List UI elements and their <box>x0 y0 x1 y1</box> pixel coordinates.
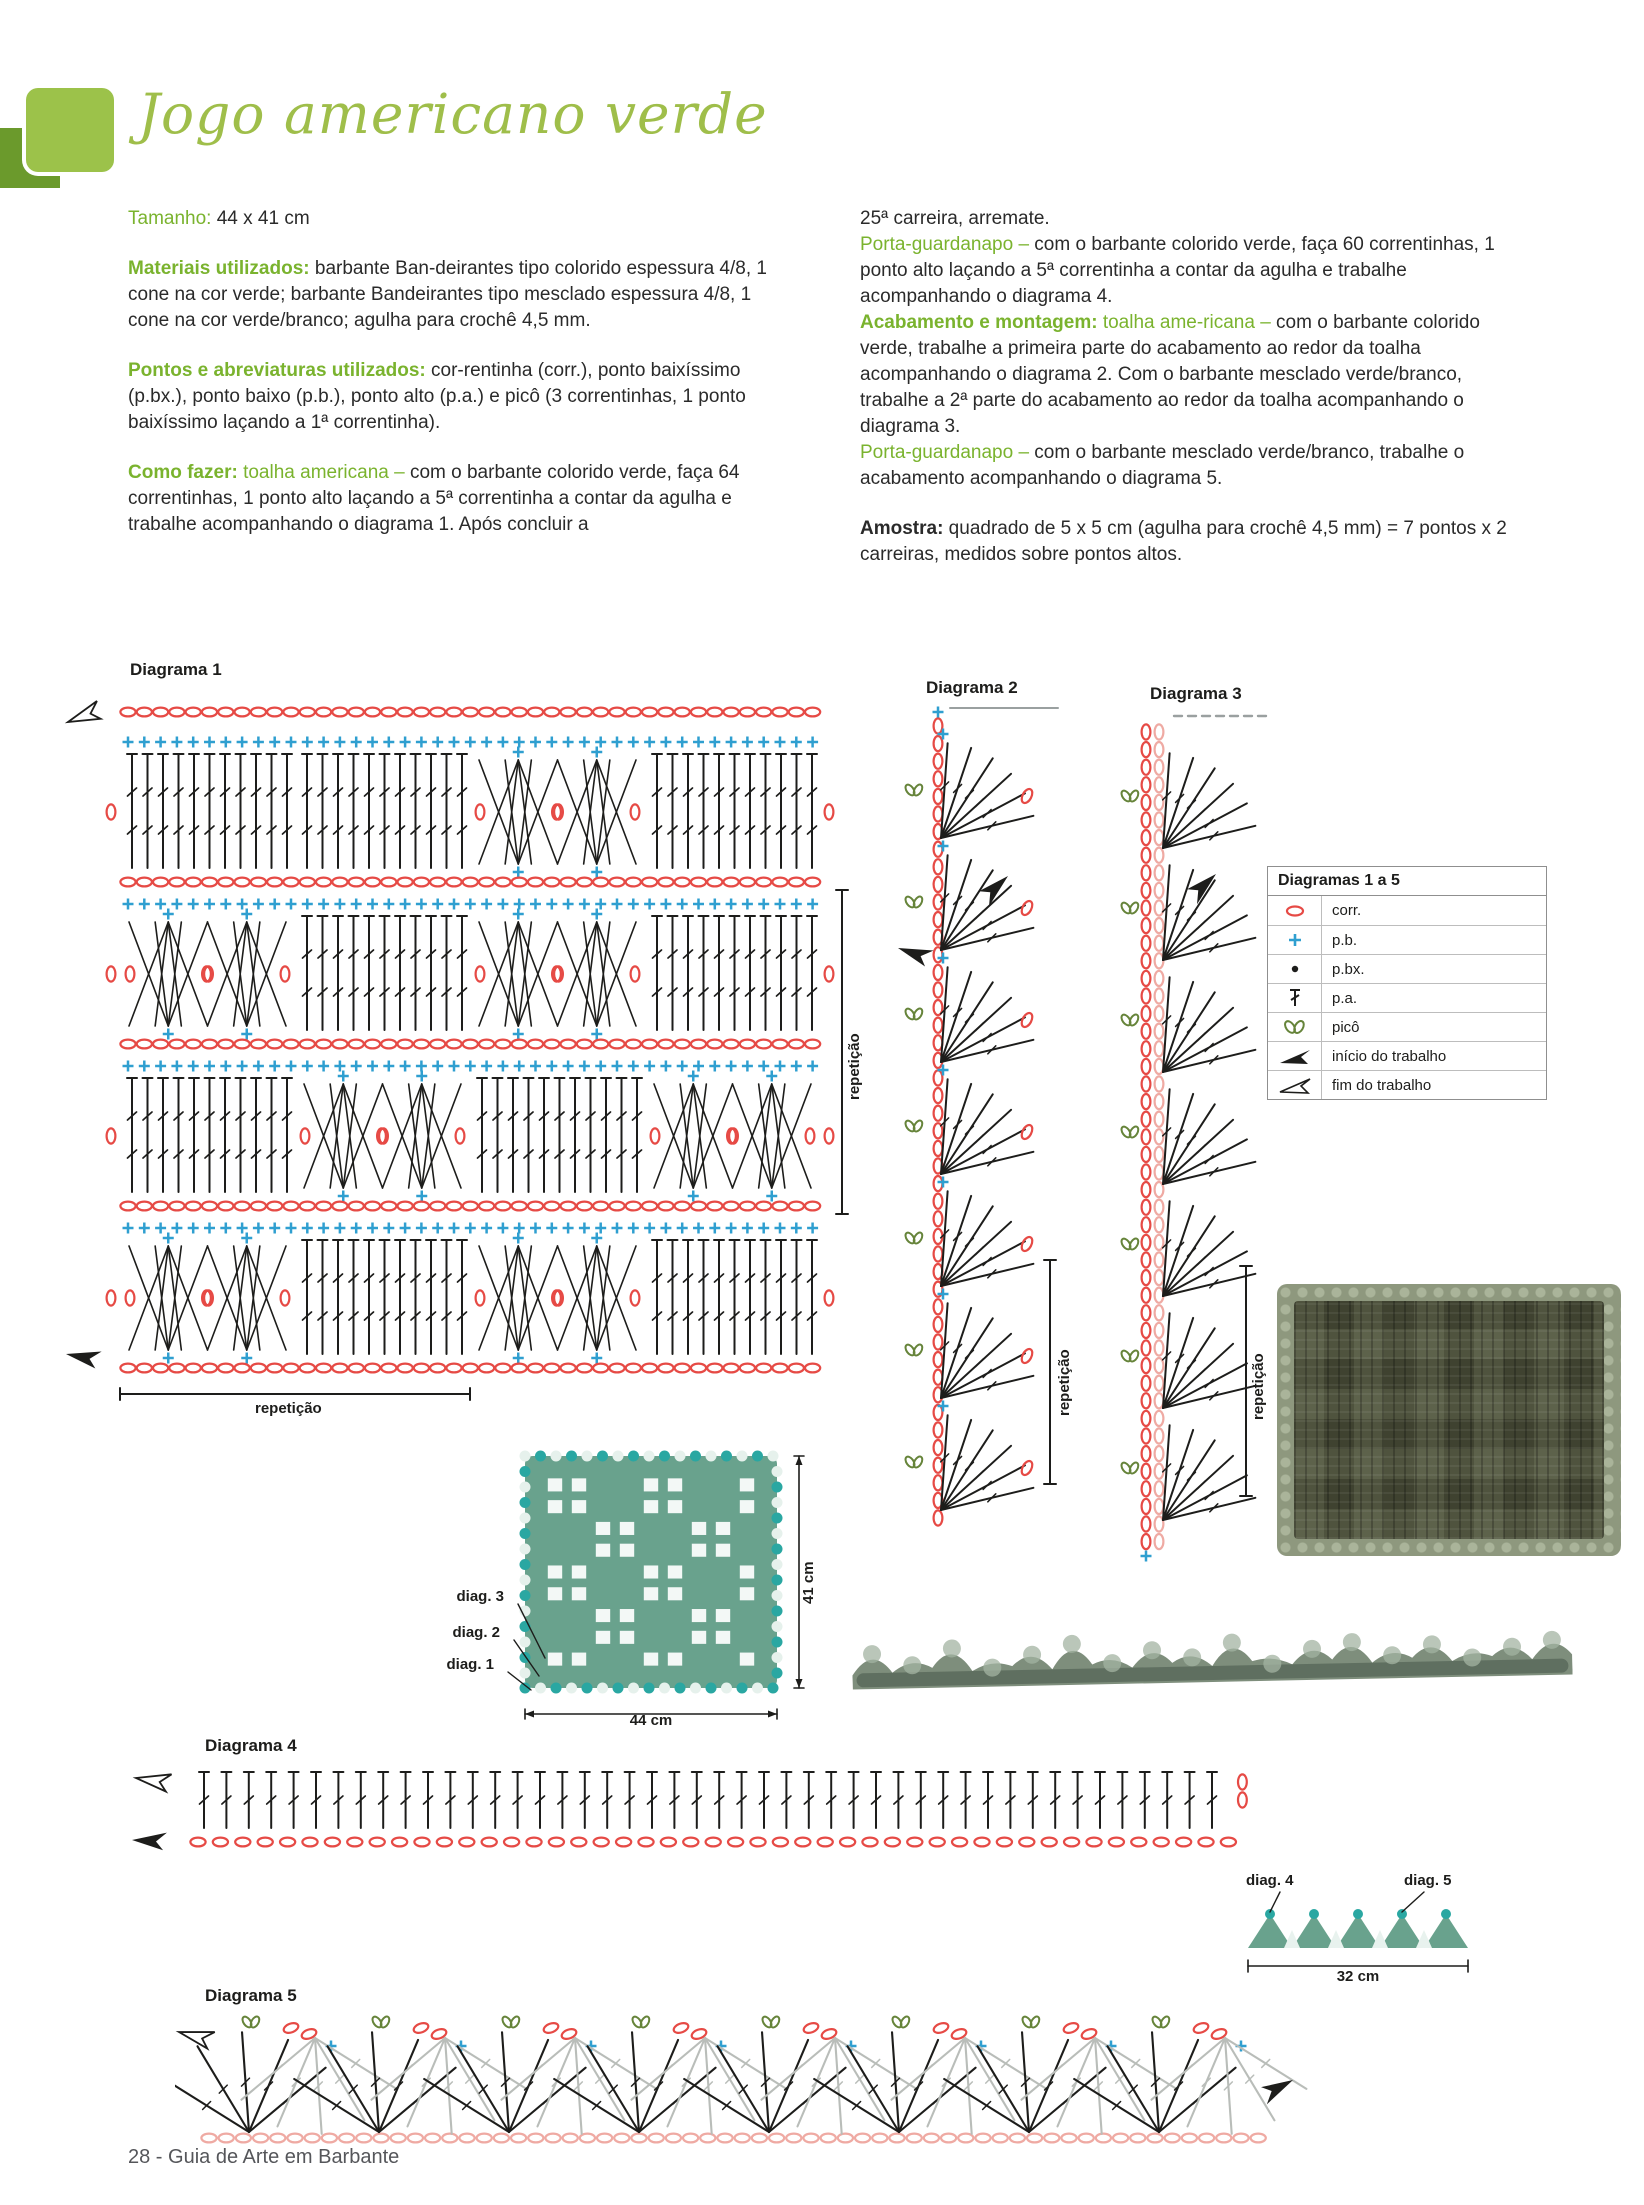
paragraph <box>128 358 784 436</box>
legend-label: fim do trabalho <box>1332 1076 1432 1094</box>
paragraph <box>860 440 1516 492</box>
text-segment: Pontos e abreviaturas utilizados: <box>128 360 426 381</box>
pb-icon <box>1268 926 1322 954</box>
crochet-square-photo <box>1277 1284 1621 1556</box>
text-segment: Amostra: <box>860 518 944 539</box>
paragraph <box>860 232 1516 310</box>
crochet-edge-photo <box>851 1596 1573 1702</box>
start-arrow-icon <box>1268 1042 1322 1070</box>
diagram-4-chart <box>130 1756 1280 1861</box>
legend-label: início do trabalho <box>1332 1047 1447 1065</box>
text-segment: Porta-guardanapo – <box>860 442 1035 463</box>
edge-width-label: 32 cm <box>1336 1968 1380 1985</box>
right-column <box>860 206 1516 568</box>
corr-icon <box>1268 896 1322 925</box>
diagram-2-label: Diagrama 2 <box>926 678 1018 697</box>
diagram-3-chart <box>1116 706 1276 1567</box>
text-segment: 44 x 41 cm <box>211 208 310 229</box>
symbols-legend <box>1267 866 1547 1100</box>
diagram-3-label: Diagrama 3 <box>1150 684 1242 703</box>
pico-icon <box>1268 1013 1322 1041</box>
legend-row <box>1268 925 1546 954</box>
pa-icon <box>1268 984 1322 1012</box>
diagram-2-chart <box>898 700 1066 1541</box>
text-segment: com o barbante colorido verde, trabalhe a primeira parte do acabamento ao redor da toalha acompanhando o diagrama 2. Com o barbante mesclado verde/branco, trabalhe a 2ª parte do acabamento ao redor da toalha acompanhando o diagrama 3. <box>860 312 1480 437</box>
text-segment: barbante Ban-deirantes tipo colorido espessura 4/8, 1 cone na cor verde; barbante Bandeirantes tipo mesclado espessura 4/8, 1 cone na cor verde/branco; agulha para crochê 4,5 mm. <box>128 258 767 331</box>
page-footer: 28 - Guia de Arte em Barbante <box>128 2146 400 2168</box>
edge-diag4-label: diag. 4 <box>1246 1872 1294 1889</box>
legend-label: p.bx. <box>1332 960 1365 978</box>
text-segment: Tamanho: <box>128 208 212 229</box>
text-segment: Como fazer: <box>128 462 238 483</box>
edge-diag5-label: diag. 5 <box>1404 1872 1452 1889</box>
diagram-1-repeat-horizontal-label: repetição <box>255 1400 322 1417</box>
paragraph <box>128 256 784 334</box>
diagram-3-repeat-label: repetição <box>1250 1353 1267 1420</box>
text-segment: com o barbante colorido verde, faça 64 correntinhas, 1 ponto alto laçando a 5ª correntinha a contar da agulha e trabalhe acompanhando o diagrama 1. Após concluir a <box>128 462 740 535</box>
diagram-5-label: Diagrama 5 <box>205 1986 297 2005</box>
legend-label: corr. <box>1332 902 1362 919</box>
text-segment: Porta-guardanapo – <box>860 234 1035 255</box>
page-title: Jogo americano verde <box>138 82 768 146</box>
legend-row <box>1268 896 1546 925</box>
paragraph <box>860 516 1516 568</box>
text-segment: toalha americana – <box>237 462 410 483</box>
diagram-1-repeat-vertical-label: repetição <box>846 1033 863 1100</box>
corner-decoration-light <box>26 88 114 172</box>
legend-title: Diagramas 1 a 5 <box>1267 866 1547 896</box>
text-segment: com o barbante mesclado verde/branco, trabalhe o acabamento acompanhando o diagrama 5. <box>860 442 1465 489</box>
paragraph <box>128 460 784 538</box>
paragraph <box>860 206 1516 232</box>
left-column <box>128 206 784 562</box>
legend-rows <box>1267 895 1547 1100</box>
schematic-width-label: 44 cm <box>629 1712 673 1729</box>
diagram-2-repeat-label: repetição <box>1056 1349 1073 1416</box>
diagram-1-label: Diagrama 1 <box>130 660 222 679</box>
legend-label: picô <box>1332 1018 1360 1036</box>
text-segment: 25ª carreira, arremate. <box>860 208 1050 229</box>
legend-row <box>1268 1041 1546 1070</box>
schematic-diag3-label: diag. 3 <box>456 1588 504 1605</box>
text-segment: Acabamento e montagem: <box>860 312 1098 333</box>
diagram-1-chart <box>58 688 853 1451</box>
legend-label: p.b. <box>1332 931 1358 949</box>
text-segment: quadrado de 5 x 5 cm (agulha para crochê 4,5 mm) = 7 pontos x 2 carreiras, medidos sobre pontos altos. <box>860 518 1507 565</box>
schematic-diag2-label: diag. 2 <box>452 1624 500 1641</box>
schematic-height-label: 41 cm <box>800 1561 817 1604</box>
legend-row <box>1268 1012 1546 1041</box>
paragraph <box>860 310 1516 440</box>
diagram-4-label: Diagrama 4 <box>205 1736 297 1755</box>
end-arrow-icon <box>1268 1071 1322 1099</box>
text-segment: toalha ame-ricana – <box>1097 312 1277 333</box>
legend-label: p.a. <box>1332 989 1358 1007</box>
crochet-square-photo-center <box>1294 1301 1604 1539</box>
paragraph <box>128 206 784 232</box>
legend-row <box>1268 1070 1546 1099</box>
diagram-5-chart <box>175 1998 1320 2155</box>
text-segment: Materiais utilizados: <box>128 258 310 279</box>
text-segment: cor-rentinha (corr.), ponto baixíssimo (p.bx.), ponto baixo (p.b.), ponto alto (p.a.) e picô (3 correntinhas, 1 ponto baixíssimo laçando a 1ª correntinha). <box>128 360 746 433</box>
legend-row <box>1268 983 1546 1012</box>
schematic-diag1-label: diag. 1 <box>446 1656 494 1673</box>
text-segment: com o barbante colorido verde, faça 60 correntinhas, 1 ponto alto laçando a 5ª correntinha a contar da agulha e trabalhe acompanhando o diagrama 4. <box>860 234 1495 307</box>
pbx-icon <box>1268 955 1322 983</box>
legend-row <box>1268 954 1546 983</box>
